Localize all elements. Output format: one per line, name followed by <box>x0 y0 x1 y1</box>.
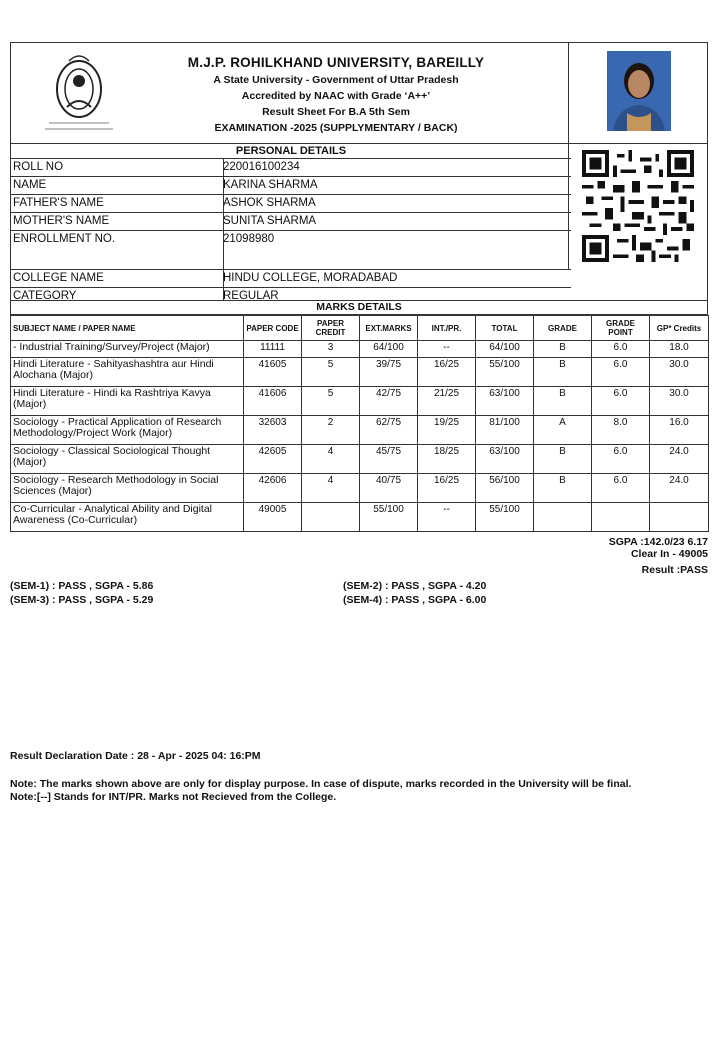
subject-name: Sociology - Classical Sociological Thought (Major) <box>11 445 244 474</box>
grade-point: 8.0 <box>592 416 650 445</box>
mother-name-value: SUNITA SHARMA <box>223 215 317 227</box>
grade: B <box>534 445 592 474</box>
int-marks: 21/25 <box>418 387 476 416</box>
roll-no-value: 220016100234 <box>223 161 300 173</box>
col-paper-credit: PAPER CREDIT <box>302 316 360 341</box>
grade: B <box>534 341 592 358</box>
paper-code: 42606 <box>244 474 302 503</box>
ext-marks: 42/75 <box>360 387 418 416</box>
col-int-pr: INT./PR. <box>418 316 476 341</box>
grade: A <box>534 416 592 445</box>
grade-point: 6.0 <box>592 445 650 474</box>
gp-credits: 24.0 <box>650 445 709 474</box>
paper-code: 41605 <box>244 358 302 387</box>
sem2-result: (SEM-2) : PASS , SGPA - 4.20 <box>343 580 487 592</box>
mother-name-label: MOTHER'S NAME <box>11 213 224 230</box>
gp-credits: 30.0 <box>650 358 709 387</box>
grade-point: 6.0 <box>592 358 650 387</box>
subject-name: Hindi Literature - Hindi ka Rashtriya Kavya (Major) <box>11 387 244 416</box>
table-row <box>11 387 709 416</box>
grade-point: 6.0 <box>592 474 650 503</box>
grade-point: 6.0 <box>592 341 650 358</box>
int-marks: -- <box>418 503 476 532</box>
paper-code: 49005 <box>244 503 302 532</box>
college-label: COLLEGE NAME <box>11 270 224 287</box>
personal-details-title: PERSONAL DETAILS <box>11 144 571 159</box>
table-row <box>11 445 709 474</box>
ext-marks: 39/75 <box>360 358 418 387</box>
subject-name: Sociology - Practical Application of Research Methodology/Project Work (Major) <box>11 416 244 445</box>
ext-marks: 64/100 <box>360 341 418 358</box>
gp-credits <box>650 503 709 532</box>
enrollment-value: 21098980 <box>223 233 275 245</box>
paper-credit: 5 <box>302 358 360 387</box>
grade: B <box>534 387 592 416</box>
qr-code-icon <box>582 150 694 262</box>
enrollment-row <box>11 231 571 270</box>
sem3-result: (SEM-3) : PASS , SGPA - 5.29 <box>10 594 154 606</box>
ext-marks: 45/75 <box>360 445 418 474</box>
paper-credit: 2 <box>302 416 360 445</box>
university-logo <box>39 49 119 135</box>
total-marks: 81/100 <box>476 416 534 445</box>
university-name: M.J.P. ROHILKHAND UNIVERSITY, BAREILLY <box>187 55 485 70</box>
grade-point <box>592 503 650 532</box>
category-label: CATEGORY <box>11 288 224 300</box>
enrollment-label: ENROLLMENT NO. <box>11 231 224 269</box>
college-row <box>11 270 571 288</box>
total-marks: 64/100 <box>476 341 534 358</box>
gp-credits: 18.0 <box>650 341 709 358</box>
subject-name: Hindi Literature - Sahityashashtra aur Hindi Alochana (Major) <box>11 358 244 387</box>
category-row <box>11 288 571 300</box>
total-marks: 56/100 <box>476 474 534 503</box>
father-name-row <box>11 195 571 213</box>
header-titles <box>141 55 531 134</box>
subject-name: - Industrial Training/Survey/Project (Major) <box>11 341 244 358</box>
table-row <box>11 358 709 387</box>
paper-credit: 4 <box>302 445 360 474</box>
table-row <box>11 474 709 503</box>
paper-credit <box>302 503 360 532</box>
table-row <box>11 503 709 532</box>
marks-details-title: MARKS DETAILS <box>10 301 708 315</box>
col-grade-point: GRADE POINT <box>592 316 650 341</box>
total-marks: 55/100 <box>476 358 534 387</box>
result-status: Result :PASS <box>641 564 708 576</box>
paper-code: 11111 <box>244 341 302 358</box>
col-total: TOTAL <box>476 316 534 341</box>
ext-marks: 55/100 <box>360 503 418 532</box>
father-name-value: ASHOK SHARMA <box>223 197 316 209</box>
college-value: HINDU COLLEGE, MORADABAD <box>223 272 398 284</box>
father-name-label: FATHER'S NAME <box>11 195 224 212</box>
total-marks: 63/100 <box>476 445 534 474</box>
category-value: REGULAR <box>223 290 279 302</box>
student-photo <box>607 51 671 131</box>
table-row <box>11 416 709 445</box>
ext-marks: 40/75 <box>360 474 418 503</box>
total-marks: 63/100 <box>476 387 534 416</box>
gp-credits: 16.0 <box>650 416 709 445</box>
subject-name: Co-Curricular - Analytical Ability and Digital Awareness (Co-Curricular) <box>11 503 244 532</box>
col-ext-marks: EXT.MARKS <box>360 316 418 341</box>
mother-name-row <box>11 213 571 231</box>
gp-credits: 30.0 <box>650 387 709 416</box>
int-marks: 16/25 <box>418 358 476 387</box>
int-marks: -- <box>418 341 476 358</box>
name-row <box>11 177 571 195</box>
total-marks: 55/100 <box>476 503 534 532</box>
roll-no-label: ROLL NO <box>11 159 224 176</box>
grade <box>534 503 592 532</box>
qr-cell <box>568 144 707 270</box>
paper-code: 41606 <box>244 387 302 416</box>
university-subtitle: A State University - Government of Uttar Pradesh <box>213 74 459 86</box>
roll-no-row <box>11 159 571 177</box>
paper-code: 42605 <box>244 445 302 474</box>
sgpa-summary: SGPA :142.0/23 6.17 <box>608 536 708 548</box>
result-sheet-title: Result Sheet For B.A 5th Sem <box>262 106 410 118</box>
paper-code: 32603 <box>244 416 302 445</box>
grade: B <box>534 474 592 503</box>
col-subject: SUBJECT NAME / PAPER NAME <box>11 316 244 341</box>
name-value: KARINA SHARMA <box>223 179 318 191</box>
int-marks: 18/25 <box>418 445 476 474</box>
clear-in: Clear In - 49005 <box>630 548 708 560</box>
sem1-result: (SEM-1) : PASS , SGPA - 5.86 <box>10 580 154 592</box>
paper-credit: 3 <box>302 341 360 358</box>
result-declaration-date: Result Declaration Date : 28 - Apr - 2025 04: 16:PM <box>10 750 261 762</box>
photo-cell <box>568 43 707 143</box>
grade-point: 6.0 <box>592 387 650 416</box>
result-sheet <box>10 42 708 532</box>
note-int-pr: Note:[--] Stands for INT/PR. Marks not Recieved from the College. <box>10 791 337 803</box>
col-gp-credits: GP* Credits <box>650 316 709 341</box>
marks-table <box>10 315 709 532</box>
examination-title: EXAMINATION -2025 (SUPPLYMENTARY / BACK) <box>214 122 458 134</box>
ext-marks: 62/75 <box>360 416 418 445</box>
subject-name: Sociology - Research Methodology in Social Sciences (Major) <box>11 474 244 503</box>
paper-credit: 4 <box>302 474 360 503</box>
int-marks: 16/25 <box>418 474 476 503</box>
col-paper-code: PAPER CODE <box>244 316 302 341</box>
header <box>10 42 708 143</box>
table-row <box>11 341 709 358</box>
gp-credits: 24.0 <box>650 474 709 503</box>
naac-accreditation: Accredited by NAAC with Grade ‘A++’ <box>241 90 431 102</box>
sem4-result: (SEM-4) : PASS , SGPA - 6.00 <box>343 594 487 606</box>
personal-details <box>10 143 708 301</box>
name-label: NAME <box>11 177 224 194</box>
col-grade: GRADE <box>534 316 592 341</box>
marks-header-row <box>11 316 709 341</box>
grade: B <box>534 358 592 387</box>
int-marks: 19/25 <box>418 416 476 445</box>
paper-credit: 5 <box>302 387 360 416</box>
note-display-purpose: Note: The marks shown above are only for display purpose. In case of dispute, marks recorded in the University will be final. <box>10 778 632 790</box>
